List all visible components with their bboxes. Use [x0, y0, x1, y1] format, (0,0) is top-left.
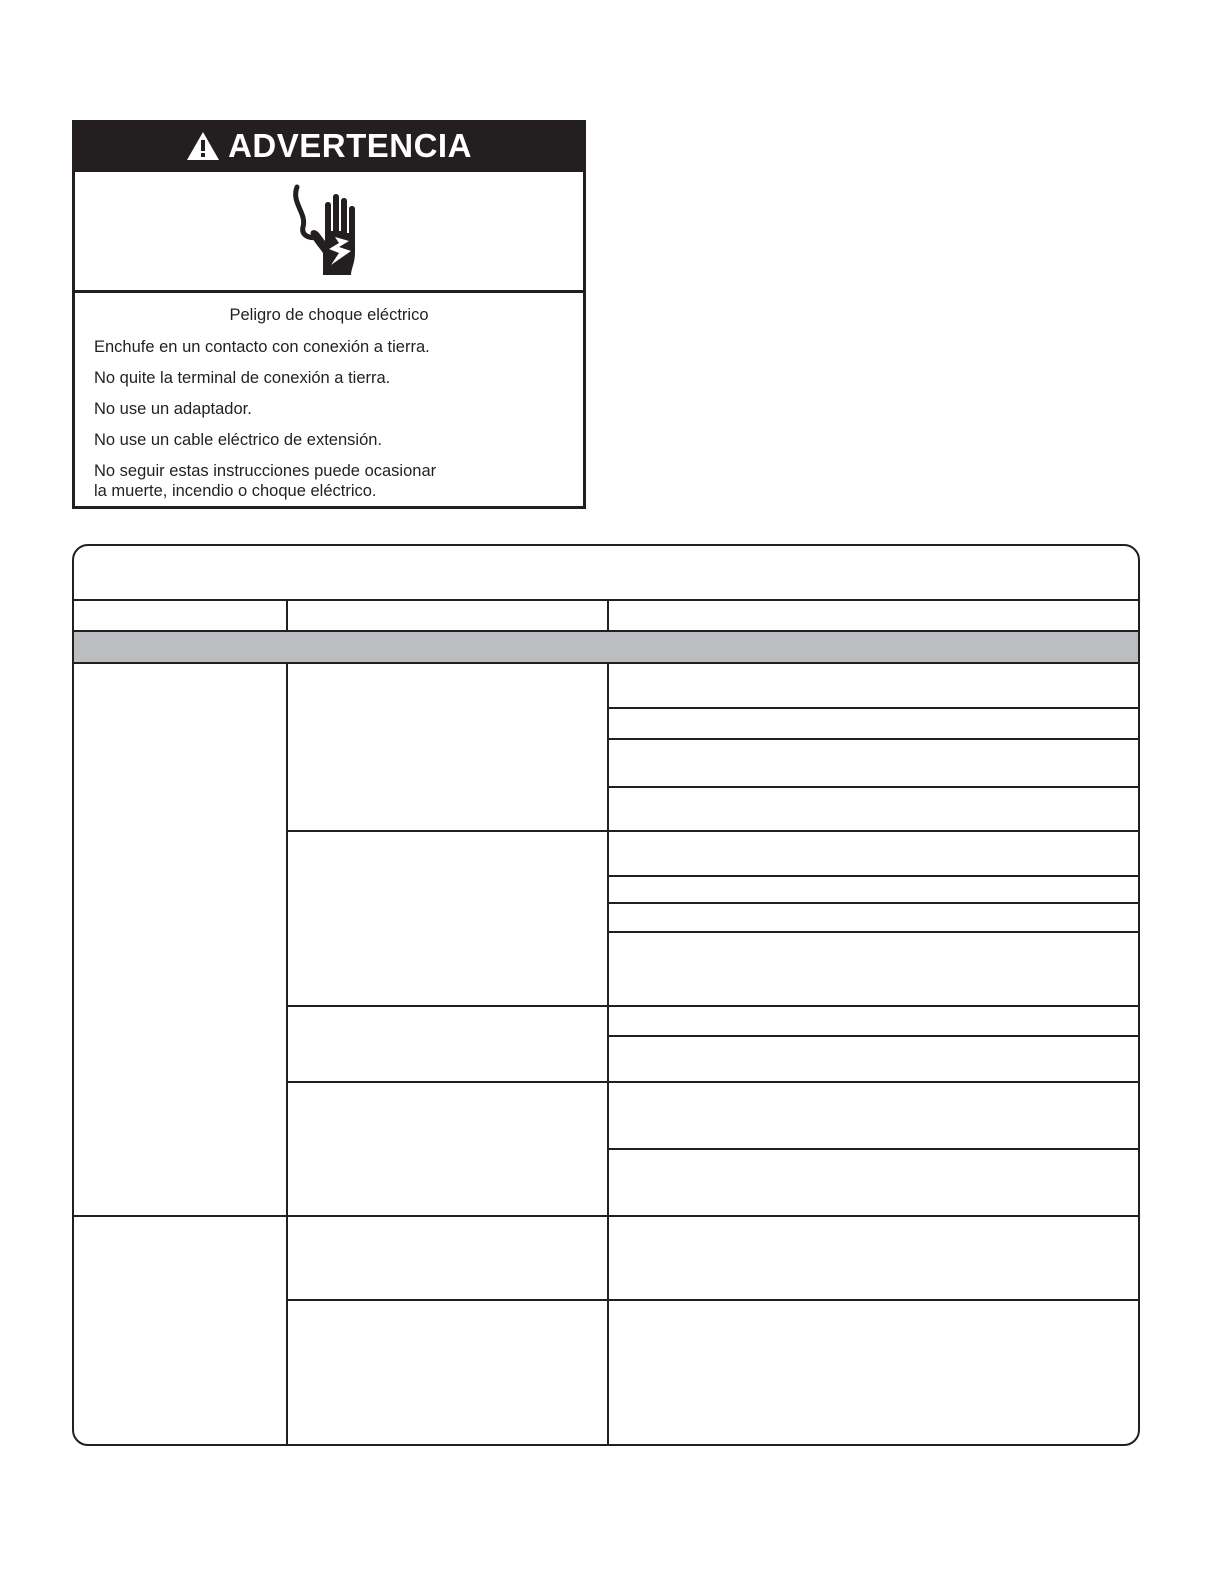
row-divider	[607, 1035, 1138, 1037]
row-divider	[607, 786, 1138, 788]
row-divider	[607, 738, 1138, 740]
group-divider	[286, 830, 1138, 832]
band-bottom-line	[74, 662, 1138, 664]
warning-line: la muerte, incendio o choque eléctrico.	[94, 482, 377, 500]
table-title-divider	[74, 599, 1138, 601]
warning-line: No quite la terminal de conexión a tierra.	[94, 369, 391, 387]
column-divider-2	[607, 599, 609, 1444]
warning-line: Enchufe en un contacto con conexión a tierra.	[94, 338, 430, 356]
warning-header	[75, 123, 583, 169]
column-divider-1	[286, 599, 288, 1444]
band-top-line	[74, 630, 1138, 632]
group-divider	[286, 1005, 1138, 1007]
troubleshooting-table	[72, 544, 1140, 1446]
warning-title: Peligro de choque eléctrico	[229, 306, 429, 324]
warning-label	[72, 120, 586, 509]
electric-shock-hand-icon	[289, 183, 369, 279]
warning-text	[75, 293, 583, 501]
row-divider	[607, 902, 1138, 904]
group-divider	[286, 1299, 1138, 1301]
warning-header-text: ADVERTENCIA	[228, 127, 472, 164]
warning-line: No seguir estas instrucciones puede ocasionar	[94, 462, 437, 480]
group-divider	[286, 1081, 1138, 1083]
row-divider	[607, 931, 1138, 933]
row-divider	[607, 707, 1138, 709]
section-divider	[74, 1215, 1138, 1217]
warning-line: No use un cable eléctrico de extensión.	[94, 431, 383, 449]
warning-icon-panel	[75, 169, 583, 293]
section-band-overlay	[74, 632, 1138, 662]
warning-line: No use un adaptador.	[94, 400, 252, 418]
warning-triangle-icon	[186, 131, 220, 161]
row-divider	[607, 1148, 1138, 1150]
row-divider	[607, 875, 1138, 877]
